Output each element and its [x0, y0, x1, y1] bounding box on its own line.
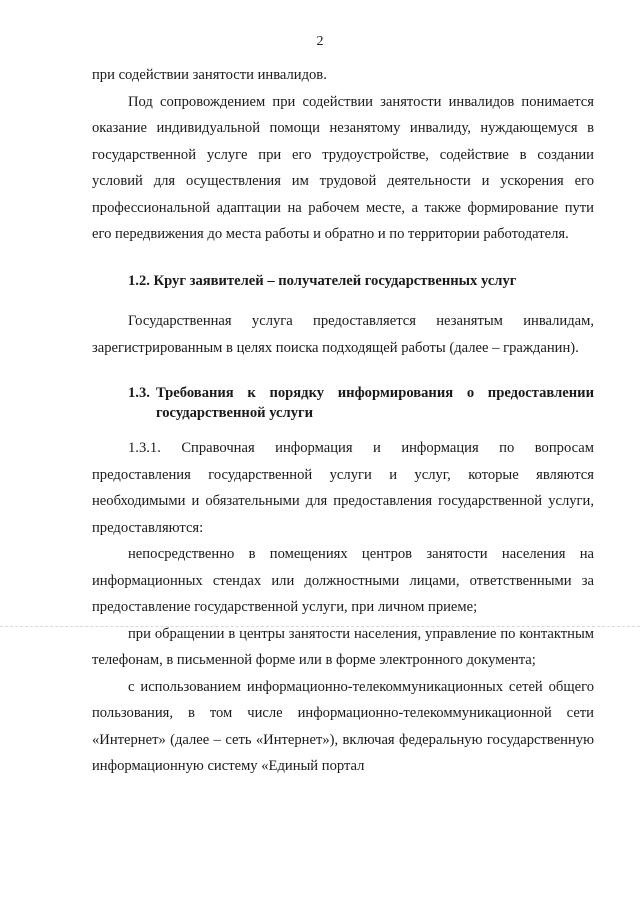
paragraph-internet: с использованием информационно-телекоммуникационных сетей общего пользования, в том числе информационно-телекоммуникационной сети «Интернет» (далее – сеть «Интернет»), включая федеральную государственную информационную систему «Единый портал	[92, 678, 594, 774]
paragraph-by-request: при обращении в центры занятости населения, управление по контактным телефонам, в письменной форме или в форме электронного документа;	[92, 625, 594, 668]
section-heading-1-3-number: 1.3.	[128, 385, 150, 401]
paragraph-continuation: при содействии занятости инвалидов.	[92, 67, 327, 83]
section-heading-1-3	[92, 383, 594, 423]
paragraph-support-definition: Под сопровождением при содействии занятости инвалидов понимается оказание индивидуальной помощи незанятому инвалиду, нуждающемуся в государственной услуге при его трудоустройстве, содействие в создании условий для осуществления им трудовой деятельности и ускорения его профессиональной адаптации на рабочем месте, а также формирование пути его передвижения до места работы и обратно и по территории работодателя.	[92, 93, 594, 242]
paragraph-applicants: Государственная услуга предоставляется незанятым инвалидам, зарегистрированным в целях поиска подходящей работы (далее – гражданин).	[92, 313, 594, 356]
page-number: 2	[316, 34, 324, 49]
section-heading-1-3-text: Требования к порядку информирования о предоставлении государственной услуги	[156, 385, 594, 421]
paragraph-1-3-1: 1.3.1. Справочная информация и информация по вопросам предоставления государственной услуги и услуг, которые являются необходимыми и обязательными для предоставления государственной услуги, предоставляются:	[92, 440, 594, 536]
section-heading-1-2: 1.2. Круг заявителей – получателей государственных услуг	[128, 272, 517, 289]
paragraph-in-person: непосредственно в помещениях центров занятости населения на информационных стендах или должностными лицами, ответственными за предоставление государственной услуги, при личном приеме;	[92, 546, 594, 615]
document-body	[92, 62, 594, 780]
